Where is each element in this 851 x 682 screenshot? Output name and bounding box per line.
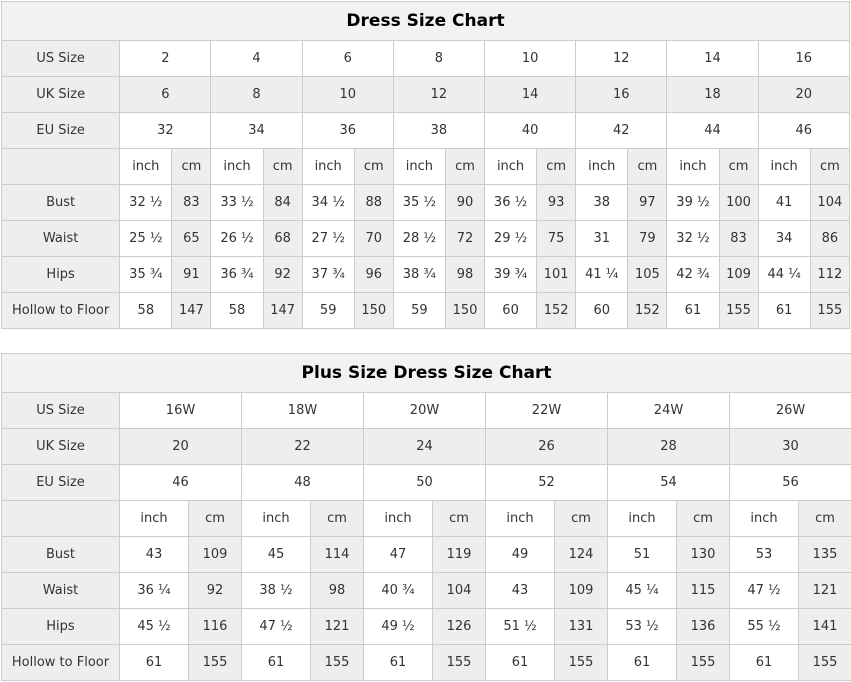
unit-cm-header: cm	[354, 149, 393, 185]
measure-inch-cell: 43	[486, 573, 555, 609]
row-label: US Size	[2, 41, 120, 77]
unit-inch-header: inch	[302, 149, 354, 185]
size-cell: 4	[211, 41, 302, 77]
measure-inch-cell: 47 ½	[730, 573, 799, 609]
measure-inch-cell: 32 ½	[667, 221, 719, 257]
measure-inch-cell: 39 ½	[667, 185, 719, 221]
measure-inch-cell: 61	[364, 645, 433, 681]
measure-cm-cell: 150	[445, 293, 484, 329]
size-cell: 52	[486, 465, 608, 501]
size-cell: 26W	[730, 393, 851, 429]
size-cell: 32	[120, 113, 211, 149]
measure-cm-cell: 155	[810, 293, 849, 329]
size-cell: 46	[758, 113, 849, 149]
size-cell: 10	[485, 41, 576, 77]
measure-cm-cell: 65	[172, 221, 211, 257]
unit-inch-header: inch	[608, 501, 677, 537]
size-cell: 22	[242, 429, 364, 465]
size-cell: 6	[302, 41, 393, 77]
measure-cm-cell: 116	[189, 609, 242, 645]
row-label: EU Size	[2, 465, 120, 501]
size-cell: 12	[576, 41, 667, 77]
measure-inch-cell: 51	[608, 537, 677, 573]
measure-inch-cell: 61	[486, 645, 555, 681]
measure-inch-cell: 36 ¼	[120, 573, 189, 609]
measure-inch-cell: 35 ¾	[120, 257, 172, 293]
size-cell: 44	[667, 113, 758, 149]
unit-row-label-spacer	[2, 149, 120, 185]
measure-cm-cell: 130	[677, 537, 730, 573]
measure-inch-cell: 34 ½	[302, 185, 354, 221]
size-cell: 14	[667, 41, 758, 77]
measure-inch-cell: 40 ¾	[364, 573, 433, 609]
size-cell: 28	[608, 429, 730, 465]
unit-inch-header: inch	[242, 501, 311, 537]
measure-cm-cell: 91	[172, 257, 211, 293]
measure-cm-cell: 101	[537, 257, 576, 293]
measure-inch-cell: 43	[120, 537, 189, 573]
size-cell: 20	[120, 429, 242, 465]
unit-inch-header: inch	[730, 501, 799, 537]
chart-title: Plus Size Dress Size Chart	[2, 354, 851, 393]
size-cell: 16	[758, 41, 849, 77]
unit-cm-header: cm	[189, 501, 242, 537]
measure-cm-cell: 115	[677, 573, 730, 609]
unit-cm-header: cm	[719, 149, 758, 185]
size-cell: 20W	[364, 393, 486, 429]
row-label: Hips	[2, 609, 120, 645]
size-cell: 42	[576, 113, 667, 149]
measure-cm-cell: 92	[263, 257, 302, 293]
size-cell: 54	[608, 465, 730, 501]
measure-inch-cell: 38 ¾	[393, 257, 445, 293]
measure-inch-cell: 61	[730, 645, 799, 681]
unit-cm-header: cm	[628, 149, 667, 185]
measure-inch-cell: 38 ½	[242, 573, 311, 609]
unit-inch-header: inch	[667, 149, 719, 185]
measure-inch-cell: 49	[486, 537, 555, 573]
size-cell: 8	[211, 77, 302, 113]
measure-cm-cell: 155	[719, 293, 758, 329]
measure-inch-cell: 36 ½	[485, 185, 537, 221]
measure-cm-cell: 109	[719, 257, 758, 293]
measure-cm-cell: 100	[719, 185, 758, 221]
measure-cm-cell: 150	[354, 293, 393, 329]
measure-inch-cell: 45	[242, 537, 311, 573]
measure-inch-cell: 37 ¾	[302, 257, 354, 293]
unit-cm-header: cm	[677, 501, 730, 537]
measure-inch-cell: 44 ¼	[758, 257, 810, 293]
measure-inch-cell: 26 ½	[211, 221, 263, 257]
unit-cm-header: cm	[311, 501, 364, 537]
size-cell: 18	[667, 77, 758, 113]
dress-size-chart-table	[1, 1, 850, 329]
measure-inch-cell: 36 ¾	[211, 257, 263, 293]
measure-inch-cell: 42 ¾	[667, 257, 719, 293]
size-cell: 38	[393, 113, 484, 149]
measure-cm-cell: 97	[628, 185, 667, 221]
unit-cm-header: cm	[799, 501, 851, 537]
row-label: Hollow to Floor	[2, 293, 120, 329]
measure-inch-cell: 35 ½	[393, 185, 445, 221]
size-cell: 20	[758, 77, 849, 113]
unit-cm-header: cm	[172, 149, 211, 185]
measure-inch-cell: 59	[302, 293, 354, 329]
measure-cm-cell: 105	[628, 257, 667, 293]
measure-cm-cell: 92	[189, 573, 242, 609]
measure-cm-cell: 79	[628, 221, 667, 257]
row-label: Waist	[2, 573, 120, 609]
row-label: EU Size	[2, 113, 120, 149]
row-label: Bust	[2, 537, 120, 573]
measure-inch-cell: 53	[730, 537, 799, 573]
measure-inch-cell: 27 ½	[302, 221, 354, 257]
measure-inch-cell: 61	[667, 293, 719, 329]
measure-inch-cell: 58	[211, 293, 263, 329]
size-cell: 56	[730, 465, 851, 501]
size-cell: 6	[120, 77, 211, 113]
size-cell: 30	[730, 429, 851, 465]
measure-cm-cell: 96	[354, 257, 393, 293]
measure-inch-cell: 61	[758, 293, 810, 329]
measure-cm-cell: 155	[555, 645, 608, 681]
unit-inch-header: inch	[485, 149, 537, 185]
unit-cm-header: cm	[537, 149, 576, 185]
measure-cm-cell: 70	[354, 221, 393, 257]
measure-cm-cell: 104	[810, 185, 849, 221]
measure-cm-cell: 141	[799, 609, 851, 645]
unit-inch-header: inch	[486, 501, 555, 537]
measure-cm-cell: 155	[433, 645, 486, 681]
measure-inch-cell: 41 ¼	[576, 257, 628, 293]
measure-inch-cell: 33 ½	[211, 185, 263, 221]
measure-inch-cell: 29 ½	[485, 221, 537, 257]
size-cell: 10	[302, 77, 393, 113]
unit-cm-header: cm	[445, 149, 484, 185]
unit-cm-header: cm	[555, 501, 608, 537]
measure-inch-cell: 25 ½	[120, 221, 172, 257]
size-cell: 34	[211, 113, 302, 149]
measure-cm-cell: 155	[677, 645, 730, 681]
size-cell: 24	[364, 429, 486, 465]
row-label: UK Size	[2, 429, 120, 465]
size-cell: 46	[120, 465, 242, 501]
size-cell: 24W	[608, 393, 730, 429]
measure-inch-cell: 41	[758, 185, 810, 221]
row-label: Hips	[2, 257, 120, 293]
measure-inch-cell: 60	[485, 293, 537, 329]
row-label: Hollow to Floor	[2, 645, 120, 681]
size-cell: 16W	[120, 393, 242, 429]
measure-inch-cell: 61	[242, 645, 311, 681]
measure-cm-cell: 75	[537, 221, 576, 257]
measure-cm-cell: 90	[445, 185, 484, 221]
unit-inch-header: inch	[576, 149, 628, 185]
measure-cm-cell: 155	[311, 645, 364, 681]
measure-cm-cell: 109	[189, 537, 242, 573]
measure-inch-cell: 49 ½	[364, 609, 433, 645]
row-label: UK Size	[2, 77, 120, 113]
measure-cm-cell: 147	[172, 293, 211, 329]
row-label: Waist	[2, 221, 120, 257]
row-label: Bust	[2, 185, 120, 221]
size-cell: 50	[364, 465, 486, 501]
measure-cm-cell: 109	[555, 573, 608, 609]
measure-cm-cell: 152	[628, 293, 667, 329]
measure-inch-cell: 47 ½	[242, 609, 311, 645]
measure-inch-cell: 31	[576, 221, 628, 257]
measure-cm-cell: 83	[172, 185, 211, 221]
measure-cm-cell: 104	[433, 573, 486, 609]
measure-cm-cell: 68	[263, 221, 302, 257]
unit-inch-header: inch	[120, 501, 189, 537]
measure-inch-cell: 47	[364, 537, 433, 573]
measure-cm-cell: 121	[311, 609, 364, 645]
size-cell: 16	[576, 77, 667, 113]
measure-cm-cell: 126	[433, 609, 486, 645]
unit-inch-header: inch	[393, 149, 445, 185]
measure-inch-cell: 61	[608, 645, 677, 681]
measure-cm-cell: 155	[799, 645, 851, 681]
plus-size-dress-size-chart-table	[1, 353, 851, 681]
measure-cm-cell: 83	[719, 221, 758, 257]
size-cell: 8	[393, 41, 484, 77]
size-cell: 48	[242, 465, 364, 501]
measure-inch-cell: 38	[576, 185, 628, 221]
unit-cm-header: cm	[433, 501, 486, 537]
measure-cm-cell: 147	[263, 293, 302, 329]
measure-cm-cell: 98	[445, 257, 484, 293]
measure-inch-cell: 60	[576, 293, 628, 329]
measure-cm-cell: 86	[810, 221, 849, 257]
unit-cm-header: cm	[810, 149, 849, 185]
measure-cm-cell: 155	[189, 645, 242, 681]
size-cell: 22W	[486, 393, 608, 429]
row-label: US Size	[2, 393, 120, 429]
measure-cm-cell: 93	[537, 185, 576, 221]
size-cell: 40	[485, 113, 576, 149]
size-cell: 36	[302, 113, 393, 149]
measure-cm-cell: 98	[311, 573, 364, 609]
measure-inch-cell: 34	[758, 221, 810, 257]
measure-cm-cell: 112	[810, 257, 849, 293]
measure-cm-cell: 152	[537, 293, 576, 329]
measure-inch-cell: 51 ½	[486, 609, 555, 645]
measure-inch-cell: 45 ¼	[608, 573, 677, 609]
measure-cm-cell: 119	[433, 537, 486, 573]
measure-cm-cell: 84	[263, 185, 302, 221]
measure-inch-cell: 32 ½	[120, 185, 172, 221]
unit-inch-header: inch	[364, 501, 433, 537]
size-cell: 26	[486, 429, 608, 465]
size-cell: 14	[485, 77, 576, 113]
unit-inch-header: inch	[211, 149, 263, 185]
measure-cm-cell: 121	[799, 573, 851, 609]
measure-inch-cell: 58	[120, 293, 172, 329]
measure-inch-cell: 59	[393, 293, 445, 329]
measure-inch-cell: 45 ½	[120, 609, 189, 645]
unit-cm-header: cm	[263, 149, 302, 185]
size-cell: 18W	[242, 393, 364, 429]
measure-inch-cell: 39 ¾	[485, 257, 537, 293]
chart-title: Dress Size Chart	[2, 2, 850, 41]
measure-cm-cell: 72	[445, 221, 484, 257]
measure-cm-cell: 114	[311, 537, 364, 573]
size-cell: 12	[393, 77, 484, 113]
measure-inch-cell: 53 ½	[608, 609, 677, 645]
measure-cm-cell: 136	[677, 609, 730, 645]
measure-cm-cell: 88	[354, 185, 393, 221]
measure-cm-cell: 135	[799, 537, 851, 573]
unit-inch-header: inch	[120, 149, 172, 185]
measure-cm-cell: 131	[555, 609, 608, 645]
measure-inch-cell: 61	[120, 645, 189, 681]
size-cell: 2	[120, 41, 211, 77]
measure-cm-cell: 124	[555, 537, 608, 573]
measure-inch-cell: 55 ½	[730, 609, 799, 645]
unit-row-label-spacer	[2, 501, 120, 537]
measure-inch-cell: 28 ½	[393, 221, 445, 257]
unit-inch-header: inch	[758, 149, 810, 185]
